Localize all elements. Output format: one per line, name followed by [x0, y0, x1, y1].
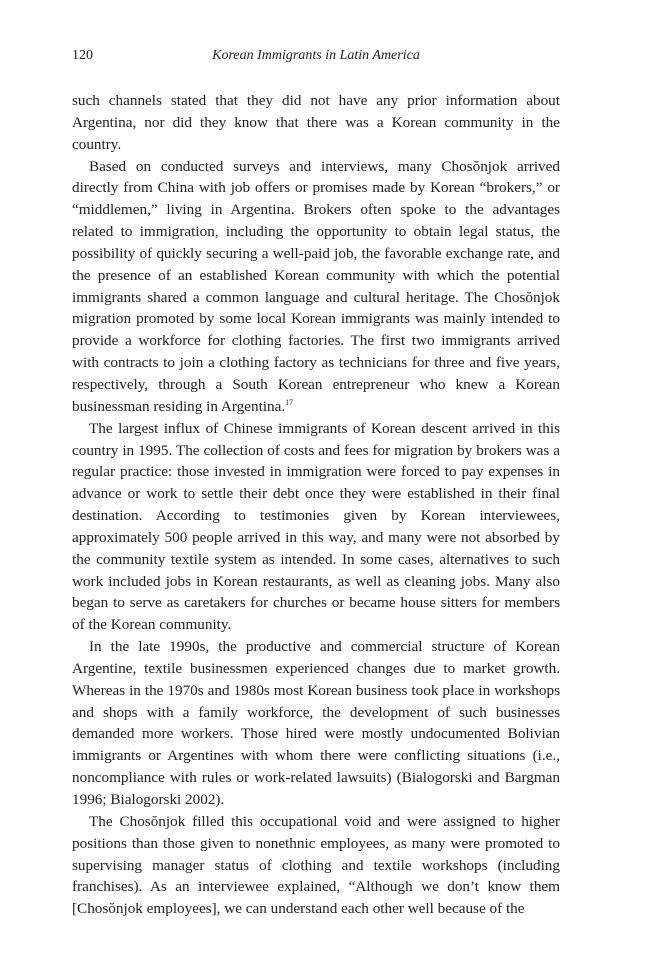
paragraph-3	[72, 418, 560, 636]
book-page	[72, 46, 560, 920]
paragraph-5-text: The Chosŏnjok filled this occupational void and were assigned to higher positions than those given to nonethnic employees, as many were promoted to supervising manager status of clothing and textile workshops (including franchises). As an interviewee explained, “Although we don’t know them [Chosŏnjok employees], we can understand each other well because of the	[72, 812, 560, 918]
footnote-marker: 17	[285, 397, 294, 407]
book-title: Korean Immigrants in Latin America	[212, 48, 420, 63]
paragraph-2	[72, 156, 560, 418]
paragraph-1	[72, 90, 560, 156]
paragraph-4-text: In the late 1990s, the productive and commercial structure of Korean Argentine, textile businessmen experienced changes due to market growth. Whereas in the 1970s and 1980s most Korean business took place in workshops and shops with a family workforce, the development of such businesses demanded more workers. Those hired were mostly undocumented Bolivian immigrants or Argentines with whom there were conflicting situations (i.e., noncompliance with rules or work-related lawsuits) (Bialogorski and Bargman 1996; Bialogorski 2002).	[72, 638, 560, 808]
paragraph-2-text: Based on conducted surveys and interviews, many Chosŏnjok arrived directly from China with job offers or promises made by Korean “brokers,” or “middlemen,” living in Argentina. Brokers often spoke to the advantages related to immigration, including the opportunity to obtain legal status, the possibility of quickly securing a well-paid job, the favorable exchange rate, and the presence of an established Korean community with which the potential immigrants shared a common language and cultural heritage. The Chosŏnjok migration promoted by some local Korean immigrants was mainly intended to provide a workforce for clothing factories. The first two immigrants arrived with contracts to join a clothing factory as technicians for three and five years, respectively, through a South Korean entrepreneur who knew a Korean businessman residing in Argentina.	[72, 157, 560, 415]
paragraph-5	[72, 811, 560, 920]
page-number: 120	[72, 48, 93, 63]
paragraph-4	[72, 636, 560, 811]
paragraph-3-text: The largest influx of Chinese immigrants of Korean descent arrived in this country in 1995. The collection of costs and fees for migration by brokers was a regular practice: those invested in immigration were forced to pay expenses in advance or work to settle their debt once they were established in their final destination. According to testimonies given by Korean interviewees, approximately 500 people arrived in this way, and many were not absorbed by the community textile system as intended. In some cases, alternatives to such work included jobs in Korean restaurants, as well as cleaning jobs. Many also began to serve as caretakers for churches or became house sitters for members of the Korean community.	[72, 419, 560, 634]
paragraph-1-text: such channels stated that they did not have any prior information about Argentina, nor did they know that there was a Korean community in the country.	[72, 92, 560, 153]
body-text	[72, 90, 560, 920]
running-head	[72, 46, 560, 68]
